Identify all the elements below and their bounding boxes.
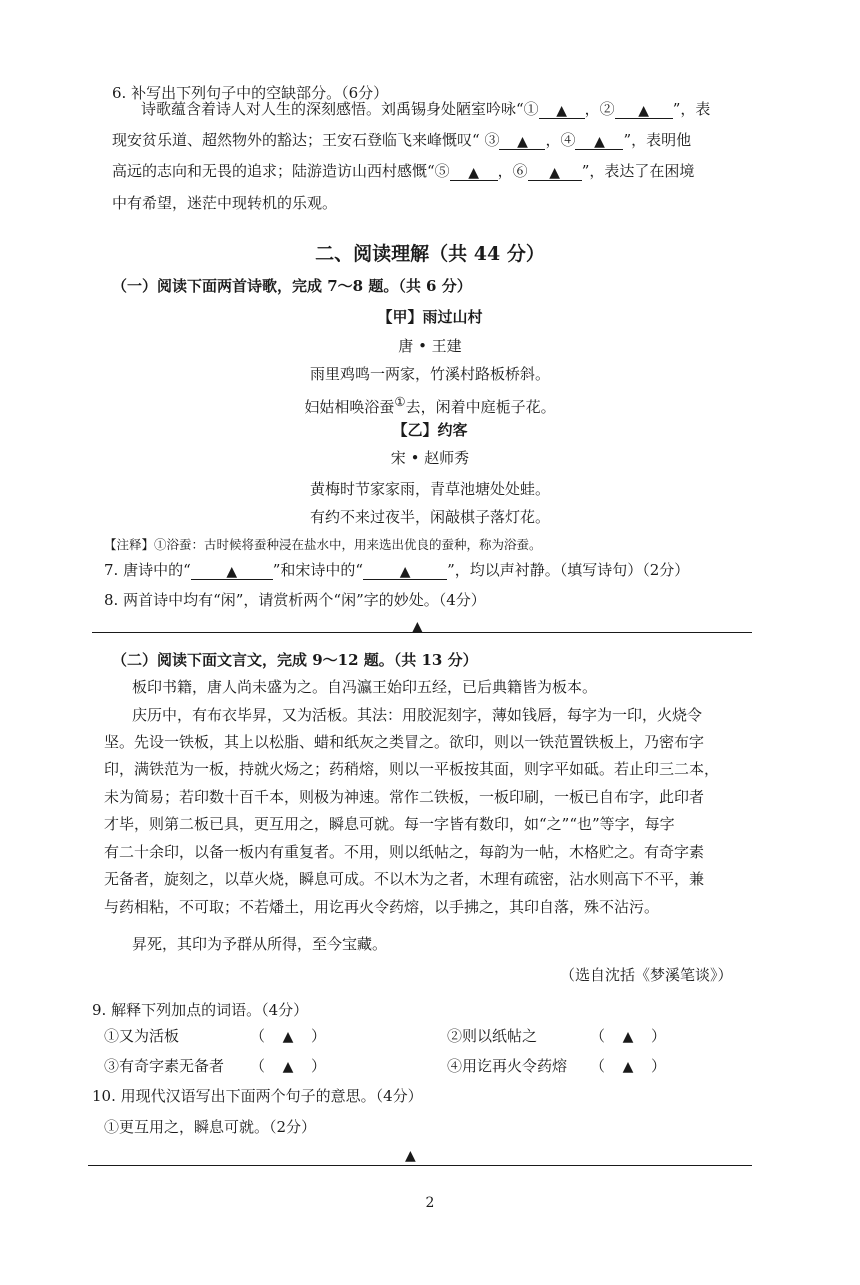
poem1-title: 【甲】雨过山村 bbox=[377, 308, 483, 326]
answer-blank-4[interactable]: ▲ bbox=[575, 131, 623, 150]
poem2-author: 宋 • 赵师秀 bbox=[390, 449, 470, 467]
passage-line: 印，满铁范为一板，持就火炀之；药稍熔，则以一平板按其面，则字平如砥。若止印三二本， bbox=[104, 760, 720, 778]
q9-title: 9. 解释下列加点的词语。（4分） bbox=[92, 1001, 309, 1019]
q8-answer-mark[interactable]: ▲ bbox=[412, 619, 423, 635]
q6-title: 6. 补写出下列句子中的空缺部分。（6分） bbox=[112, 84, 389, 102]
q6-line1: 诗歌蕴含着诗人对人生的深刻感悟。刘禹锡身处陋室吟咏“① ▲ ，② ▲ ”，表 bbox=[141, 100, 711, 119]
poem2-line1: 黄梅时节家家雨，青草池塘处处蛙。 bbox=[309, 480, 550, 498]
q10-sub1: ①更互用之，瞬息可就。（2分） bbox=[104, 1118, 317, 1136]
passage-line: 与药相粘，不可取；不若燔土，用讫再火令药熔，以手拂之，其印自落，殊不沾污。 bbox=[104, 898, 660, 916]
passage-line: 无备者，旋刻之，以草火烧，瞬息可成。不以木为之者，木理有疏密，沾水则高下不平，兼 bbox=[104, 870, 705, 888]
passage-line: 才毕，则第二板已具，更互用之，瞬息可就。每一字皆有数印，如“之”“也”等字，每字 bbox=[104, 815, 675, 833]
q9-answer-1[interactable]: （ ▲ ） bbox=[250, 1027, 327, 1045]
part1-intro: （一）阅读下面两首诗歌，完成 7～8 题。（共 6 分） bbox=[112, 277, 472, 295]
poem1-line2: 妇姑相唤浴蚕①去，闲着中庭栀子花。 bbox=[304, 394, 556, 416]
passage-line: 板印书籍，唐人尚未盛为之。自冯瀛王始印五经，已后典籍皆为板本。 bbox=[132, 678, 598, 696]
page-number: 2 bbox=[425, 1195, 435, 1211]
divider-rule bbox=[88, 1165, 752, 1166]
q7: 7. 唐诗中的“ ▲ ”和宋诗中的“ ▲ ”，均以声衬静。（填写诗句）（2分） bbox=[104, 561, 690, 580]
q9-item-1: ①又为活板 bbox=[104, 1027, 180, 1045]
answer-blank-2[interactable]: ▲ bbox=[615, 100, 673, 119]
passage-source: （选自沈括《梦溪笔谈》） bbox=[560, 966, 733, 984]
q8: 8. 两首诗中均有“闲”，请赏析两个“闲”字的妙处。（4分） bbox=[104, 591, 486, 609]
q9-answer-4[interactable]: （ ▲ ） bbox=[590, 1057, 667, 1075]
passage-line: 未为简易；若印数十百千本，则极为神速。常作二铁板，一板印刷，一板已自布字，此印者 bbox=[104, 788, 705, 806]
answer-blank-1[interactable]: ▲ bbox=[539, 100, 585, 119]
poem2-title: 【乙】约客 bbox=[392, 421, 468, 439]
divider-rule bbox=[92, 632, 752, 633]
q6-line2: 现安贫乐道、超然物外的豁达；王安石登临飞来峰慨叹“ ③ ▲ ，④ ▲ ”，表明他 bbox=[112, 131, 692, 150]
poem1-author: 唐 • 王建 bbox=[398, 337, 462, 355]
answer-blank-3[interactable]: ▲ bbox=[499, 131, 545, 150]
q7-blank-2[interactable]: ▲ bbox=[363, 561, 447, 580]
passage-line: 坚。先设一铁板，其上以松脂、蜡和纸灰之类冒之。欲印，则以一铁范置铁板上，乃密布字 bbox=[104, 733, 705, 751]
footnote-marker: ① bbox=[394, 394, 406, 409]
section-heading: 二、阅读理解（共 44 分） bbox=[315, 243, 545, 265]
answer-blank-6[interactable]: ▲ bbox=[528, 162, 582, 181]
q6-line4: 中有希望，迷茫中现转机的乐观。 bbox=[112, 194, 338, 212]
q9-item-3: ③有奇字素无备者 bbox=[104, 1057, 225, 1075]
passage-line: 庆历中，有布衣毕昇，又为活板。其法：用胶泥刻字，薄如钱唇，每字为一印，火烧令 bbox=[132, 706, 703, 724]
q10-answer-mark[interactable]: ▲ bbox=[405, 1148, 416, 1164]
passage-line: 有二十余印，以备一板内有重复者。不用，则以纸帖之，每韵为一帖，木格贮之。有奇字素 bbox=[104, 843, 705, 861]
poem2-line2: 有约不来过夜半，闲敲棋子落灯花。 bbox=[309, 508, 550, 526]
part2-intro: （二）阅读下面文言文，完成 9～12 题。（共 13 分） bbox=[112, 651, 478, 669]
answer-blank-5[interactable]: ▲ bbox=[450, 162, 498, 181]
passage-line: 昇死，其印为予群从所得，至今宝藏。 bbox=[132, 935, 388, 953]
q7-blank-1[interactable]: ▲ bbox=[191, 561, 273, 580]
q9-item-2: ②则以纸帖之 bbox=[447, 1027, 538, 1045]
poem1-line1: 雨里鸡鸣一两家，竹溪村路板桥斜。 bbox=[309, 365, 550, 383]
q6-line3: 高远的志向和无畏的追求；陆游造访山西村感慨“⑤ ▲ ，⑥ ▲ ”，表达了在困境 bbox=[112, 162, 695, 181]
q10-title: 10. 用现代汉语写出下面两个句子的意思。（4分） bbox=[92, 1087, 423, 1105]
q9-answer-3[interactable]: （ ▲ ） bbox=[250, 1057, 327, 1075]
q9-answer-2[interactable]: （ ▲ ） bbox=[590, 1027, 667, 1045]
q9-item-4: ④用讫再火令药熔 bbox=[447, 1057, 568, 1075]
annotation-note: 【注释】①浴蚕：古时候将蚕种浸在盐水中，用来选出优良的蚕种，称为浴蚕。 bbox=[104, 537, 542, 552]
